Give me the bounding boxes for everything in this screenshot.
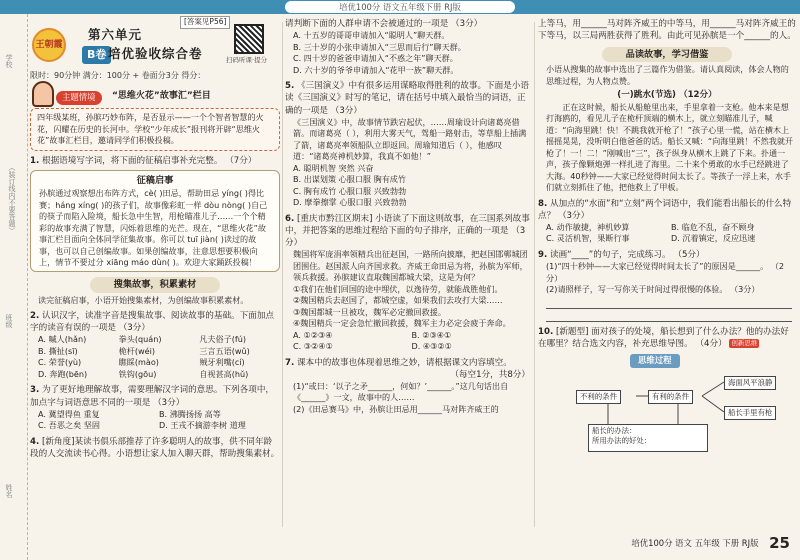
section-band: 品读故事，学习借鉴 [602,47,732,62]
question-text: 《三国演义》中有很多运用谋略取得胜利的故事。下面是小语读《三国演义》时写的笔记，请在括号中填入最恰当的词语，正确的一项是 [285,81,530,116]
unit-title: 第六单元 [88,27,143,42]
answer-line[interactable] [546,311,792,322]
option: 贼牙利嘴(cí) [199,357,245,368]
column-left [30,18,280,460]
option[interactable]: A. 冀望得鱼 重复 [38,408,100,419]
passage-score: （12分） [678,90,717,101]
question-score: （3分） [285,225,526,249]
mind-map-gun: 船长手里有枪 [724,406,776,420]
mind-map-title: 思维过程 [630,354,680,368]
paper-b-badge: B卷 [82,46,111,64]
option[interactable]: B. 出谋划策 心服口服 胸有成竹 [293,174,406,185]
answer-reference: [答案见P56] [180,16,230,29]
option: 桅杆(wéi) [118,345,156,356]
question-number: 5. [285,81,295,92]
q6-items [285,284,530,330]
question-number: 7. [285,357,295,368]
option: 铁钩(gōu) [118,368,157,379]
binding-school: 学校 [4,54,13,68]
binding-note: （装订线内不要答题） [7,164,16,234]
benefit-label: 所用办法的好处： [592,435,652,445]
option[interactable]: D. ④③②① [411,341,452,352]
passage-heading [538,89,796,101]
notice-title: 征稿启事 [136,175,174,187]
question-text: [新角度]某读书俱乐部推荐了许多聪明人的故事，供不同年龄段的人交流读书心得。小语想让家人加入聊天群，帮助搜集素材。 [30,436,280,459]
q3-options [30,409,280,432]
section-intro: 小语从搜集的故事中选出了三篇作为借鉴。请认真阅读，体会人物的思维过程，为人物点赞。 [546,64,789,86]
q4-continuation [285,18,530,30]
footer-text: 培优100分 语文 五年级 下册 RJ版 [631,537,759,548]
theme-title: “思维火花”故事汇”栏目 [112,91,211,102]
question-text: (1)“四十秒钟——大家已经觉得时间太长了”的原因是______。 [546,261,769,272]
page-footer [631,533,790,554]
option[interactable]: C. 灵活机智，果断行事 [546,233,630,244]
question-text: 为了更好地理解故事，需要理解汉字词的意思。下列各项中，加点字与词语意思不同的一项是 [30,385,275,408]
question-text: (2)请照样子，写一写你关于时间过得很慢的体验。 [546,284,728,295]
option[interactable]: D. 沉着镇定，反应迅速 [671,233,756,244]
option[interactable]: A. 聪明机智 突然 兴奋 [293,162,374,173]
question-score: （3分） [153,397,185,408]
option[interactable]: A. 动作敏捷，神机妙算 [546,221,630,232]
list-item: ④魏国精兵一定会急忙撤回救援，魏军主力必定会疲于奔命。 [293,318,511,329]
q8-options [538,222,796,245]
question-score: （7分） [225,155,257,166]
question-score: （3分） [557,210,590,221]
question-score: （每空1分，共8分） [450,369,530,380]
girl-avatar-icon [32,81,54,107]
question-number: 8. [538,198,548,209]
innovation-badge: 创新思维 [731,338,758,347]
mind-map-unfavorable: 不利的条件 [576,390,621,404]
mind-map-connectors [538,354,796,454]
theme-label: 主题情境 [56,91,102,105]
question-tag: [新题型] [555,326,589,337]
q7-part2[interactable]: (2)《田忌赛马》中，孙膑让田忌用______马对阵齐威王的 [293,403,499,414]
question-score: （3分） [118,323,150,334]
option: 瞧睬(mào) [118,357,159,368]
option[interactable]: B. 沸腾扬扬 高等 [159,408,221,419]
passage-body: 正在这时候，船长从船舱里出来，手里拿着一支枪。他本来是想打海鸥的，看见儿子在桅杆顶端的横木上，就立刻瞄准儿子，喊道：“向海里跳！快！不跳我就开枪了！”孩子心里一慌，站在横木上摇摇晃晃，没听明白他爸爸的话。船长又喊：“向海里跳！不然我就开枪了！一！二！”刚喊出“三”，孩子纵身从横木上跳了下来。扑通一声，孩子像颗炮弹一样扎进了海里。二十来个勇敢的水手已经跳进了大海。40秒钟——大家已经觉得时间太长了。等孩子一浮上来，水手们就立刻抓住了他，把他救上了甲板。 [546,101,794,193]
question-8 [538,198,796,222]
option: 凡夫俗子(fú) [199,334,246,345]
q9-part2 [538,284,796,295]
question-score: （3分） [730,284,760,295]
question-5 [285,80,530,117]
question-text: 请判断下面的人群申请不会被通过的一项是 [285,19,449,29]
question-number: 3. [30,385,40,396]
answer-line[interactable] [546,298,792,309]
question-score: （5分） [673,249,705,260]
binding-class: 班级 [4,314,13,328]
question-text: 面对孩子的处境，船长想到了什么办法？他的办法好在哪里？结合选文内容，补充思维导图。 [538,326,789,349]
question-text: 读画“____”的句子，完成练习。 [549,249,671,260]
q7-part1[interactable]: (1)“或曰：‘以子之矛______，何如？’______。”这几句话出自《______》一文，故事中的人…… [293,381,509,403]
theme-intro: 四年级某班，孙膑巧妙布阵，是否显示——一个个智者智慧的火花，闪耀在历史的长河中。学校“少年成长”报刊将开辟“思维火花”故事汇栏目，邀请同学们积极投稿。 [30,108,280,150]
question-number: 1. [30,155,40,166]
option[interactable]: A. 十五岁的哥哥申请加入“聪明人”聊天群。 [293,30,450,41]
top-bar-title: 培优100分 语文五年级下册 RJ版 [285,1,515,13]
q7-continuation[interactable]: 上等马，用______马对阵齐威王的中等马，用______马对阵齐威王的下等马，以三局两胜获得了胜利。由此可见孙膑是一个______的人。 [538,19,796,42]
option[interactable]: C. 胸有成竹 心服口服 兴致勃勃 [293,185,407,196]
option[interactable]: C. ③②④① [293,341,333,352]
question-number: 10. [538,326,554,337]
question-3 [30,384,280,408]
qr-label: 扫码听课·提分 [226,56,268,64]
question-6 [285,213,530,250]
column-right [538,18,796,454]
question-number: 6. [285,213,295,224]
question-score: （3分） [451,19,483,29]
column-divider [282,22,283,527]
question-score: （2分） [546,261,785,283]
option[interactable]: C. 荣誉(yù) [38,357,82,368]
binding-margin [0,14,28,560]
option[interactable]: D. 王戎不摘游李树 道理 [159,420,246,431]
option[interactable]: B. ②③④① [411,329,452,340]
section-band: 搜集故事，积累素材 [90,277,220,292]
q9-part1 [538,261,796,284]
section-intro: 读完征稿启事，小语开始搜集素材，为创编故事积累素材。 [38,294,249,305]
question-text: 从加点的“水面”和“立刻”两个词语中，我们能看出船长的什么特点？ [538,198,792,221]
question-number: 4. [30,436,40,447]
question-7 [285,357,530,381]
q6-options [285,330,530,353]
qr-code-icon[interactable] [234,24,264,54]
option[interactable]: D. 摩拳擦掌 心服口服 兴致勃勃 [293,197,407,208]
paper-title: 培优验收综合卷 [108,46,203,61]
passage-title: (一)跳水(节选) [617,90,676,101]
solution-label: 船长的办法： [592,425,637,435]
question-number: 9. [538,249,548,260]
q5-passage: 《三国演义》中，故事情节跌宕起伏，……周瑜设计向诸葛亮借箭。而诸葛亮（ ），利用大雾天气，驾船一路射击，等草船上插满了箭，诸葛亮率领船队立即返回。周瑜知道后（ ），他感叹道：“诸葛亮神机妙算，我真不如他！” [293,116,527,162]
question-text: 根据语境写字词，将下面的征稿启事补充完整。 [41,155,223,166]
q6-passage: 魏国将军庞涓率领精兵出征赵国，一路所向披靡，把赵国邯郸城团团围住。赵国派人向齐国求救。齐威王命田忌为将，孙膑为军师，领兵救援。孙膑建议直取魏国都城大梁，这是为何？ [293,249,528,283]
column-middle [285,18,530,415]
option[interactable]: D. 奔跑(bēn) [38,368,88,379]
question-text: 认识汉字，读准字音是搜集故事、阅读故事的基础。下面加点字的读音有误的一项是 [30,311,275,334]
list-item: ①我们在他们回国的途中埋伏，以逸待劳，就能战胜他们。 [293,283,503,294]
notice-box [30,170,280,272]
question-score: （4分） [695,338,727,349]
option[interactable]: C. 四十岁的爸爸申请加入“不惑之年”聊天群。 [293,53,458,64]
top-bar [0,0,800,14]
option: 三言五语(wǔ) [199,345,250,356]
question-number: 2. [30,311,40,322]
option[interactable]: A. 嘁人(hǎn) [38,334,87,345]
question-4 [30,436,280,460]
mind-map-calm-sea: 海面风平浪静 [724,376,776,390]
q2-options [30,334,280,380]
list-item: ②魏国精兵去赵国了，都城空虚，如果我们去攻打大梁…… [293,295,503,306]
notice-body: 孙膑通过观察想出布阵方式，cè( )田忌，帮助田忌 yíng( )得比赛；háng xíng( )的孩子们，故事像彩虹一样 dòu nòng( )自己的筷子而陷入险境，船长急中生智，用枪瞄准儿子……一个个精彩的故事充满了智慧，闪烁着思维的光芒。现在，“思维火花”故事汇栏目面向全体同学征集故事。你可以 tuī jiàn( )读过的故事，也可以自己创编故事。如果创编故事，注意思想要积极向上，情节不要过分 xiāng máo dùn( )。欢迎大家踊跃投稿！ [39,188,268,267]
question-10 [538,326,796,350]
question-9 [538,249,796,261]
option[interactable]: D. 六十岁的爷爷申请加入“花甲一族”聊天群。 [293,64,459,75]
option[interactable]: C. 吾恶之矣 坚固 [38,420,100,431]
binding-name: 姓名 [4,484,13,498]
question-1 [30,155,280,167]
page-number: 25 [769,533,790,552]
option[interactable]: B. 三十岁的小张申请加入“三思而后行”聊天群。 [293,41,466,52]
q4-options [285,30,530,76]
option[interactable]: A. ①②③④ [293,329,333,340]
column-divider [534,22,535,527]
brand-logo: 王朝霞 [32,28,66,62]
option[interactable]: B. 撕扯(sī) [38,345,78,356]
worksheet-header [30,18,280,68]
list-item: ③魏国都城一旦被攻，魏军必定撤回救援。 [293,306,446,317]
question-text: 课本中的故事也体现着思维之妙，请根据课文内容填空。 [296,357,512,368]
option: 拳头(quán) [118,334,162,345]
option[interactable]: B. 临危不乱，奋不顾身 [671,221,755,232]
mind-map-favorable: 有利的条件 [648,390,693,404]
question-2 [30,310,280,334]
q5-options [285,163,530,209]
mind-map [538,354,796,454]
question-text: [重庆市黔江区期末] 小语读了下面这则故事，在三国系列故事中，并把答案的思维过程给下面的句子排序，正确的一项是 [285,213,530,236]
option: 自视甚高(hǔ) [199,368,249,379]
question-score: （3分） [330,105,362,116]
exam-meta: 限时：90分钟 满分：100分 + 卷面分3分 得分： [30,71,206,80]
theme-ribbon [30,89,280,107]
